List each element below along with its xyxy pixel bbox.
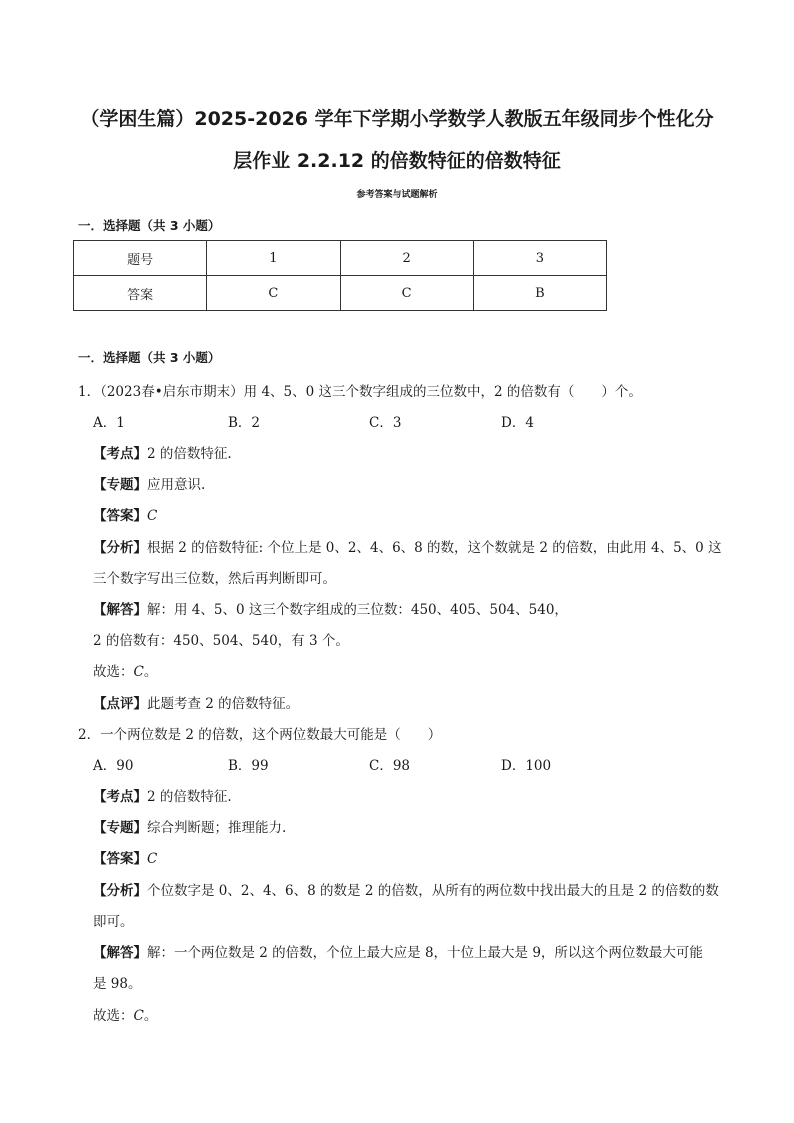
fenxi-text: 根据 2 的倍数特征: 个位上是 0、2、4、6、8 的数，这个数就是 2 的倍数，由此用 4、5、0 这 bbox=[147, 540, 722, 556]
q1-dianping bbox=[93, 692, 299, 712]
q1-option-d: D．4 bbox=[501, 415, 534, 431]
daan-text: C bbox=[147, 508, 158, 524]
fenxi-tag: 【分析】 bbox=[93, 883, 147, 899]
q1-zhuanti bbox=[93, 473, 205, 493]
kaodian-text: 2 的倍数特征. bbox=[147, 446, 232, 462]
table-cell: 3 bbox=[473, 241, 606, 276]
q1-daan bbox=[93, 504, 157, 524]
q1-fenxi-line2: 三个数字写出三位数，然后再判断即可。 bbox=[93, 571, 336, 587]
q1-fenxi-line1 bbox=[93, 536, 722, 556]
guxuan-suffix: 。 bbox=[143, 664, 158, 680]
q2-guxuan bbox=[93, 1004, 157, 1024]
table-cell: C bbox=[207, 276, 340, 311]
table-cell: 1 bbox=[207, 241, 340, 276]
kaodian-tag: 【考点】 bbox=[93, 446, 147, 462]
zhuanti-text: 应用意识. bbox=[147, 477, 206, 493]
question-1-stem: 1．（2023春•启东市期末）用 4、5、0 这三个数字组成的三位数中，2 的倍数有（ ）个。 bbox=[78, 384, 642, 400]
q2-kaodian bbox=[93, 785, 232, 805]
q2-daan bbox=[93, 847, 157, 867]
jieda-tag: 【解答】 bbox=[93, 602, 147, 618]
doc-title-line2: 层作业 2.2.12 的倍数特征的倍数特征 bbox=[233, 150, 561, 172]
table-cell: C bbox=[340, 276, 473, 311]
question-2-stem: 2．一个两位数是 2 的倍数，这个两位数最大可能是（ ） bbox=[78, 727, 442, 743]
q2-option-b: B．99 bbox=[228, 758, 269, 774]
jieda-text: 解：一个两位数是 2 的倍数，个位上最大应是 8，十位上最大是 9，所以这个两位数最大可能 bbox=[147, 945, 703, 961]
q2-option-c: C．98 bbox=[369, 758, 411, 774]
answer-subtitle: 参考答案与试题解析 bbox=[356, 190, 438, 200]
guxuan-answer: C bbox=[133, 1008, 144, 1024]
q2-fenxi-line1 bbox=[93, 879, 719, 899]
fenxi-tag: 【分析】 bbox=[93, 540, 147, 556]
daan-tag: 【答案】 bbox=[93, 851, 147, 867]
table-header-cell: 答案 bbox=[74, 276, 207, 311]
table-header-cell: 题号 bbox=[74, 241, 207, 276]
jieda-tag: 【解答】 bbox=[93, 945, 147, 961]
q1-jieda-line2: 2 的倍数有：450、504、540，有 3 个。 bbox=[93, 633, 349, 649]
guxuan-answer: C bbox=[133, 664, 144, 680]
q1-jieda-line1 bbox=[93, 598, 568, 618]
q2-jieda-line1 bbox=[93, 941, 703, 961]
section-heading-answers: 一．选择题（共 3 小题） bbox=[78, 218, 221, 233]
q1-option-a: A．1 bbox=[93, 415, 125, 431]
daan-tag: 【答案】 bbox=[93, 508, 147, 524]
guxuan-suffix: 。 bbox=[143, 1008, 158, 1024]
q2-option-d: D．100 bbox=[501, 758, 552, 774]
table-row bbox=[74, 241, 607, 276]
zhuanti-tag: 【专题】 bbox=[93, 820, 147, 836]
fenxi-text: 个位数字是 0、2、4、6、8 的数是 2 的倍数，从所有的两位数中找出最大的且是 2 的倍数的数 bbox=[147, 883, 719, 899]
table-cell: B bbox=[473, 276, 606, 311]
q2-zhuanti bbox=[93, 816, 286, 836]
dianping-tag: 【点评】 bbox=[93, 696, 147, 712]
jieda-text: 解：用 4、5、0 这三个数字组成的三位数：450、405、504、540， bbox=[147, 602, 568, 618]
q1-option-c: C．3 bbox=[369, 415, 402, 431]
answer-table bbox=[73, 240, 607, 311]
zhuanti-text: 综合判断题；推理能力. bbox=[147, 820, 287, 836]
guxuan-prefix: 故选： bbox=[93, 1008, 134, 1024]
q1-option-b: B．2 bbox=[228, 415, 261, 431]
daan-text: C bbox=[147, 851, 158, 867]
q1-guxuan bbox=[93, 660, 157, 680]
guxuan-prefix: 故选： bbox=[93, 664, 134, 680]
kaodian-tag: 【考点】 bbox=[93, 789, 147, 805]
q2-jieda-line2: 是 98。 bbox=[93, 976, 142, 992]
q2-fenxi-line2: 即可。 bbox=[93, 914, 134, 930]
kaodian-text: 2 的倍数特征. bbox=[147, 789, 232, 805]
dianping-text: 此题考查 2 的倍数特征。 bbox=[147, 696, 300, 712]
q2-option-a: A．90 bbox=[93, 758, 134, 774]
doc-title-line1: （学困生篇）2025-2026 学年下学期小学数学人教版五年级同步个性化分 bbox=[80, 108, 714, 130]
zhuanti-tag: 【专题】 bbox=[93, 477, 147, 493]
section-heading-solutions: 一．选择题（共 3 小题） bbox=[78, 350, 221, 365]
q1-kaodian bbox=[93, 442, 232, 462]
table-cell: 2 bbox=[340, 241, 473, 276]
table-row bbox=[74, 276, 607, 311]
